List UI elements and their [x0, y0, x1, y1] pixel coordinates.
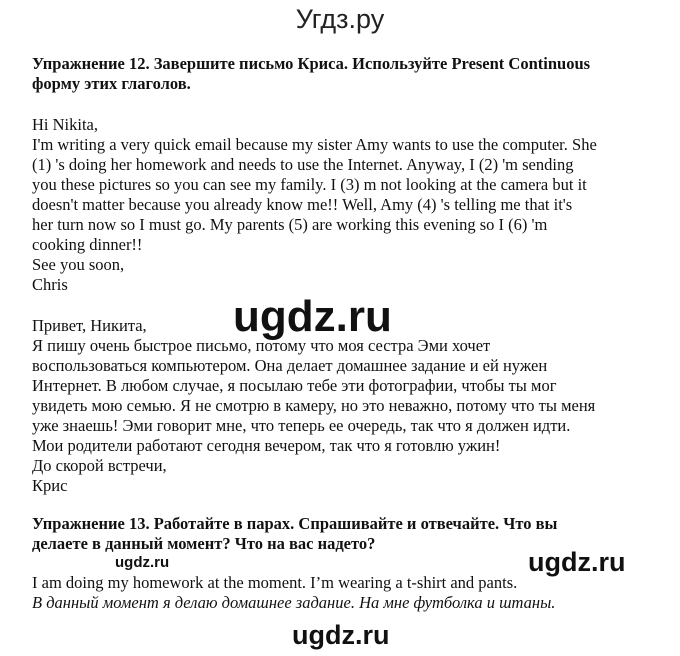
letter-ru-signature: Крис — [32, 476, 68, 495]
watermark-big: ugdz.ru — [233, 292, 392, 341]
letter-ru-line: уже знаешь! Эми говорит мне, что теперь ее очередь, так что я должен идти. — [32, 416, 571, 435]
letter-en-closing: See you soon, — [32, 255, 125, 274]
watermark-bottom: ugdz.ru — [292, 620, 390, 650]
letter-ru-line: Я пишу очень быстрое письмо, потому что моя сестра Эми хочет — [32, 336, 491, 355]
exercise-13-heading-line-1: Упражнение 13. Работайте в парах. Спрашивайте и отвечайте. Что вы — [32, 514, 558, 533]
letter-ru-line: Интернет. В любом случае, я посылаю тебе эти фотографии, чтобы ты мог — [32, 376, 557, 395]
exercise-12-heading-line-1: Упражнение 12. Завершите письмо Криса. Используйте Present Continuous — [32, 54, 591, 73]
letter-en-line: you these pictures so you can see my family. I (3) m not looking at the camera but it — [32, 175, 587, 194]
letter-ru-line: увидеть мою семью. Я не смотрю в камеру, но это неважно, потому что ты меня — [32, 396, 596, 415]
letter-ru-line: Мои родители работают сегодня вечером, так что я готовлю ужин! — [32, 436, 501, 455]
letter-en-signature: Chris — [32, 275, 68, 294]
watermark-small: ugdz.ru — [115, 554, 170, 571]
letter-en-line: doesn't matter because you already know me!! Well, Amy (4) 's telling me that it's — [32, 195, 573, 214]
letter-ru-greeting: Привет, Никита, — [32, 316, 147, 335]
answer-en: I am doing my homework at the moment. I’m wearing a t-shirt and pants. — [32, 573, 518, 592]
letter-en-line: cooking dinner!! — [32, 235, 143, 254]
exercise-13-heading-line-2: делаете в данный момент? Что на вас надето? — [32, 534, 376, 553]
answer-ru: В данный момент я делаю домашнее задание. На мне футболка и штаны. — [32, 593, 556, 612]
exercise-12-heading-line-2: форму этих глаголов. — [32, 74, 191, 93]
letter-ru-line: воспользоваться компьютером. Она делает домашнее задание и ей нужен — [32, 356, 548, 375]
letter-en-line: I'm writing a very quick email because my sister Amy wants to use the computer. She — [32, 135, 597, 154]
watermark-right: ugdz.ru — [528, 547, 626, 577]
letter-ru-closing: До скорой встречи, — [32, 456, 167, 475]
letter-en-line: her turn now so I must go. My parents (5) are working this evening so I (6) 'm — [32, 215, 548, 234]
site-title: Угдз.ру — [295, 4, 385, 34]
letter-en-line: (1) 's doing her homework and needs to use the Internet. Anyway, I (2) 'm sending — [32, 155, 574, 174]
letter-en-greeting: Hi Nikita, — [32, 115, 98, 134]
